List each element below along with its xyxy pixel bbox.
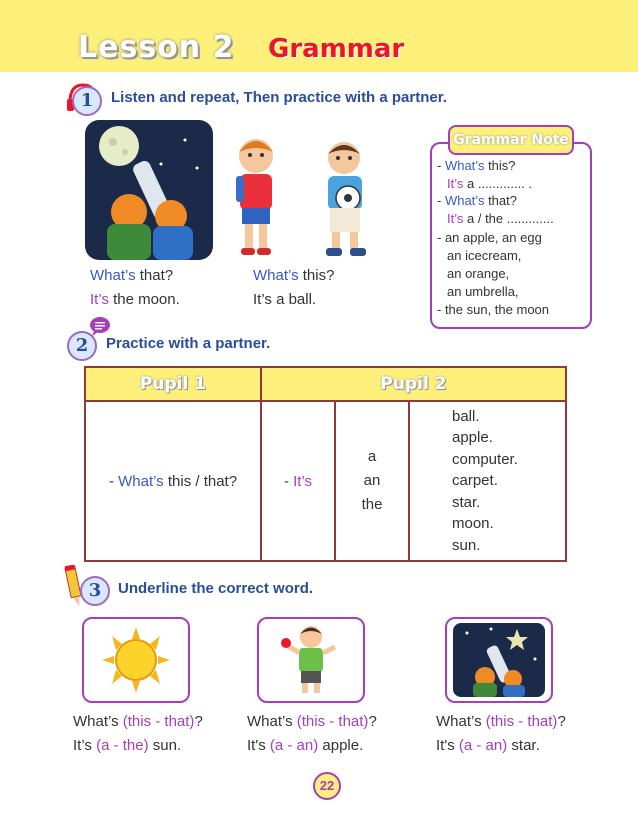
caption-its-a-ball: It’s a ball. xyxy=(253,291,317,308)
exercise-2-number: 2 xyxy=(67,331,97,361)
exercise-2-title: Practice with a partner. xyxy=(106,335,271,352)
ex3-answer-1: It’s (a - the) sun. xyxy=(73,737,182,754)
boy-with-backpack-illustration xyxy=(230,130,282,260)
note-line: It’s a ............. . xyxy=(447,176,533,191)
ex3-question-2: What’s (this - that)? xyxy=(247,713,377,730)
exercise-3-title: Underline the correct word. xyxy=(118,580,314,597)
note-line: - What’s that? xyxy=(437,193,517,208)
note-line: - What’s this? xyxy=(437,158,516,173)
page-number: 22 xyxy=(313,772,341,800)
kids-telescope-stars-illustration xyxy=(447,619,551,701)
sun-picture-frame xyxy=(82,617,190,703)
note-line: - an apple, an egg xyxy=(437,230,542,245)
ex3-answer-3: It's (a - an) star. xyxy=(436,737,540,754)
sun-illustration xyxy=(84,619,188,701)
caption-what-is-this: What’s this? xyxy=(253,267,335,284)
article-word: an xyxy=(363,472,381,489)
ex3-question-1: What’s (this - that)? xyxy=(73,713,203,730)
boy-with-apple-illustration xyxy=(259,619,363,701)
exercise-3-number: 3 xyxy=(80,576,110,606)
note-line: It’s a / the ............. xyxy=(447,211,554,226)
grammar-note-title: Grammar Note xyxy=(448,125,574,155)
ex3-question-3: What’s (this - that)? xyxy=(436,713,566,730)
kids-telescope-moon-illustration xyxy=(85,120,213,260)
noun-word: ball. xyxy=(452,407,480,425)
articles-cell xyxy=(335,401,409,561)
practice-table xyxy=(84,366,567,562)
column-header-pupil-1: Pupil 1 xyxy=(85,367,261,401)
exercise-1-number: 1 xyxy=(72,86,102,116)
ex3-answer-2: It's (a - an) apple. xyxy=(247,737,364,754)
nouns-cell xyxy=(409,401,566,561)
pupil-1-question: - What’s this / that? xyxy=(85,401,261,561)
note-line: - the sun, the moon xyxy=(437,302,550,317)
caption-its-the-moon: It’s the moon. xyxy=(90,291,180,308)
noun-word: sun. xyxy=(452,536,481,554)
pupil-2-answer-start: - It’s xyxy=(261,401,335,561)
noun-word: apple. xyxy=(452,429,493,447)
noun-word: star. xyxy=(452,493,481,511)
noun-word: carpet. xyxy=(452,472,498,490)
stargazing-picture-frame xyxy=(445,617,553,703)
article-word: the xyxy=(361,496,383,513)
note-line: an icecream, xyxy=(447,248,522,263)
speech-bubble-icon xyxy=(88,316,112,336)
column-header-pupil-2: Pupil 2 xyxy=(261,367,566,401)
noun-word: computer. xyxy=(452,450,518,468)
lesson-title: Lesson 2 xyxy=(78,30,235,65)
section-title: Grammar xyxy=(268,34,405,64)
boy-apple-picture-frame xyxy=(257,617,365,703)
article-word: a xyxy=(367,448,377,465)
caption-what-is-that: What’s that? xyxy=(90,267,174,284)
boy-with-ball-illustration xyxy=(316,136,378,260)
note-line: an umbrella, xyxy=(447,284,519,299)
note-line: an orange, xyxy=(447,266,510,281)
exercise-1-title: Listen and repeat, Then practice with a partner. xyxy=(111,89,447,106)
noun-word: moon. xyxy=(452,515,494,533)
